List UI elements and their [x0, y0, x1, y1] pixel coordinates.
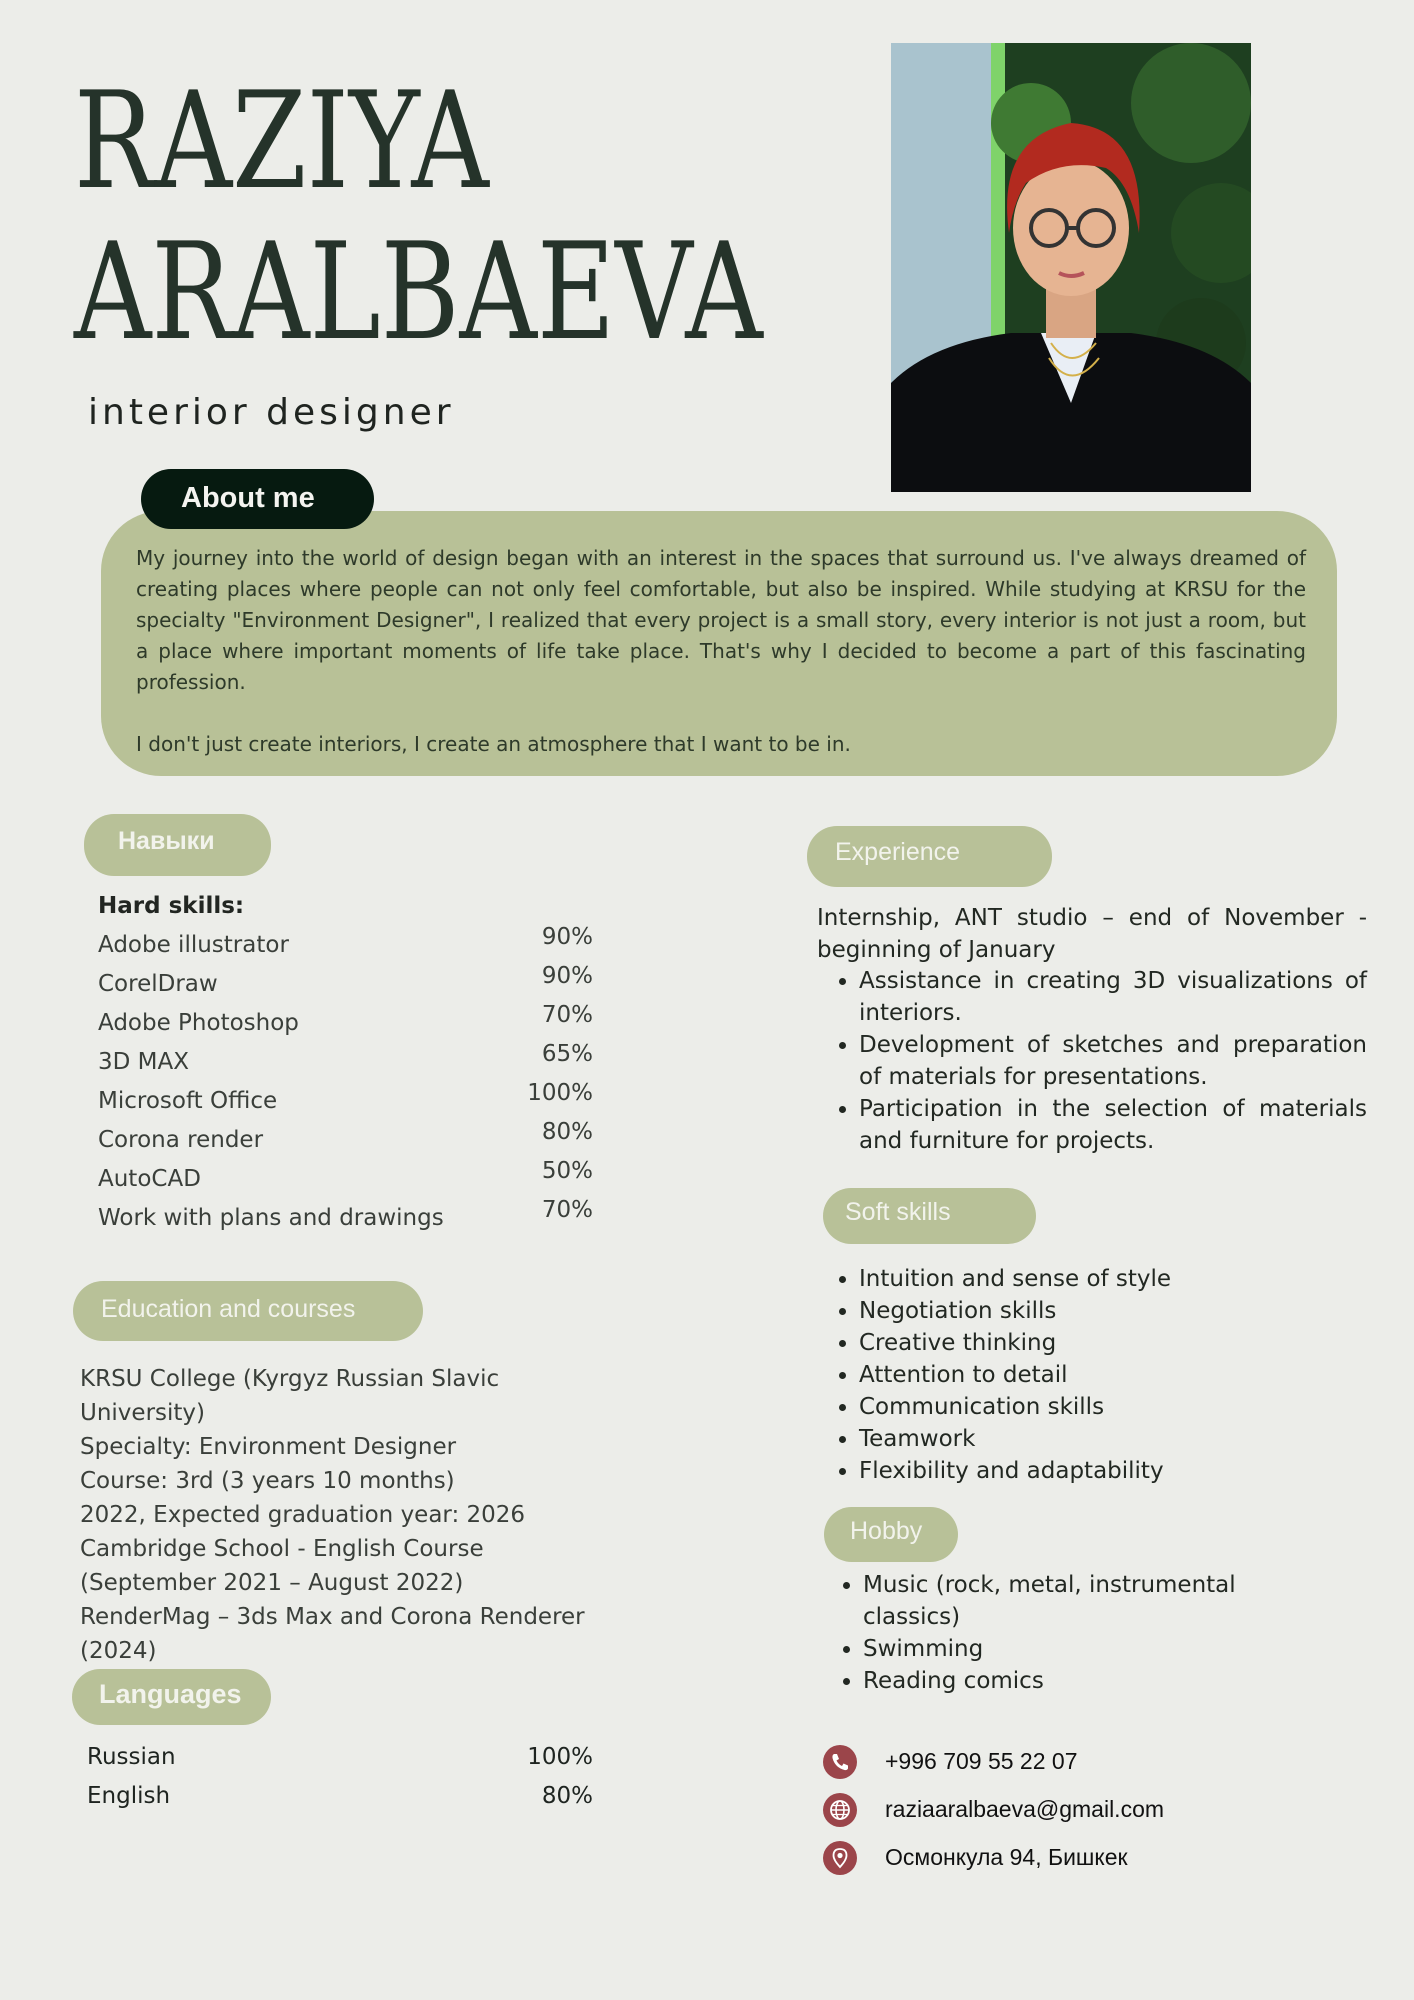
language-name: English: [87, 1783, 171, 1809]
skill-value: 90%: [541, 963, 593, 989]
education-heading-pill: [73, 1281, 423, 1341]
email-address[interactable]: raziaaralbaeva@gmail.com: [885, 1796, 1165, 1822]
education-line: Course: 3rd (3 years 10 months): [80, 1468, 455, 1494]
skill-value: 100%: [527, 1080, 593, 1106]
skill-name: Work with plans and drawings: [98, 1205, 444, 1231]
skill-value: 70%: [541, 1002, 593, 1028]
address-text: Осмонкула 94, Бишкек: [885, 1844, 1128, 1870]
language-value: 100%: [527, 1744, 593, 1770]
hobby-heading-pill: [824, 1507, 958, 1562]
education-line: (September 2021 – August 2022): [80, 1570, 464, 1596]
hobby-list: [821, 1569, 1291, 1697]
about-paragraph: My journey into the world of design began with an interest in the spaces that surround us. I've always dreamed of creating places where people can not only feel comfortable, but also be inspired. While studying at KRSU for the specialty "Environment Designer", I realized that every project is a small story, every interior is not just a room, but a place where important moments of life take place. That's why I decided to become a part of this fascinating profession.: [136, 546, 1306, 694]
experience-heading: Experience: [835, 838, 961, 866]
skill-name: Adobe Photoshop: [98, 1010, 299, 1036]
hobby-item: • Reading comics: [863, 1665, 1291, 1697]
soft-skills-list: [817, 1263, 1367, 1487]
soft-skills-heading-pill: [823, 1188, 1036, 1244]
experience-list: [817, 965, 1367, 1157]
hobby-item: • Swimming: [863, 1633, 1291, 1665]
about-text: [136, 543, 1306, 760]
languages-heading: Languages: [99, 1679, 242, 1709]
first-name: RAZIYA: [74, 63, 489, 219]
last-name: ARALBAEVA: [74, 214, 763, 370]
soft-skill-item: • Creative thinking: [859, 1327, 1367, 1359]
education-line: RenderMag – 3ds Max and Corona Renderer: [80, 1604, 585, 1630]
language-name: Russian: [87, 1744, 176, 1770]
skill-name: 3D MAX: [98, 1049, 189, 1075]
language-value: 80%: [541, 1783, 593, 1809]
soft-skill-item: • Attention to detail: [859, 1359, 1367, 1391]
location-pin-icon: [823, 1841, 857, 1875]
soft-skill-item: • Teamwork: [859, 1423, 1367, 1455]
skill-value: 80%: [541, 1119, 593, 1145]
hard-skills-label: Hard skills:: [98, 893, 245, 919]
education-line: Cambridge School - English Course: [80, 1536, 484, 1562]
soft-skill-item: • Flexibility and adaptability: [859, 1455, 1367, 1487]
education-text: [80, 1362, 620, 1668]
education-line: University): [80, 1400, 205, 1426]
job-title: interior designer: [88, 392, 455, 433]
experience-heading-pill: [807, 826, 1052, 887]
skill-value: 70%: [541, 1197, 593, 1223]
about-paragraph: I don't just create interiors, I create an atmosphere that I want to be in.: [136, 732, 851, 756]
experience-item: • Participation in the selection of materials and furniture for projects.: [859, 1093, 1367, 1157]
globe-icon: [823, 1793, 857, 1827]
soft-skill-item: • Intuition and sense of style: [859, 1263, 1367, 1295]
hobby-item: • Music (rock, metal, instrumental classics): [863, 1569, 1291, 1633]
skills-heading: Навыки: [118, 827, 215, 855]
skill-value: 90%: [541, 924, 593, 950]
soft-skill-item: • Communication skills: [859, 1391, 1367, 1423]
education-line: KRSU College (Kyrgyz Russian Slavic: [80, 1366, 500, 1392]
education-line: 2022, Expected graduation year: 2026: [80, 1502, 526, 1528]
soft-skill-item: • Negotiation skills: [859, 1295, 1367, 1327]
education-line: (2024): [80, 1638, 157, 1664]
skills-heading-pill: [84, 814, 271, 876]
about-heading: About me: [181, 482, 315, 514]
skill-value: 50%: [541, 1158, 593, 1184]
phone-icon: [823, 1745, 857, 1779]
skill-name: Microsoft Office: [98, 1088, 278, 1114]
education-heading: Education and courses: [101, 1295, 356, 1323]
about-heading-pill: [141, 469, 374, 529]
education-line: Specialty: Environment Designer: [80, 1434, 457, 1460]
soft-skills-heading: Soft skills: [845, 1198, 951, 1226]
experience-item: • Development of sketches and preparation of materials for presentations.: [859, 1029, 1367, 1093]
skill-name: AutoCAD: [98, 1166, 201, 1192]
skill-value: 65%: [541, 1041, 593, 1067]
skill-name: Adobe illustrator: [98, 932, 289, 958]
languages-heading-pill: [72, 1669, 271, 1725]
phone-number[interactable]: +996 709 55 22 07: [885, 1748, 1078, 1774]
skill-name: Corona render: [98, 1127, 264, 1153]
experience-item: • Assistance in creating 3D visualizations of interiors.: [859, 965, 1367, 1029]
experience-intro: Internship, ANT studio – end of November - beginning of January: [817, 905, 1367, 963]
hobby-heading: Hobby: [850, 1517, 923, 1545]
profile-photo: [891, 43, 1251, 492]
skill-name: CorelDraw: [98, 971, 218, 997]
